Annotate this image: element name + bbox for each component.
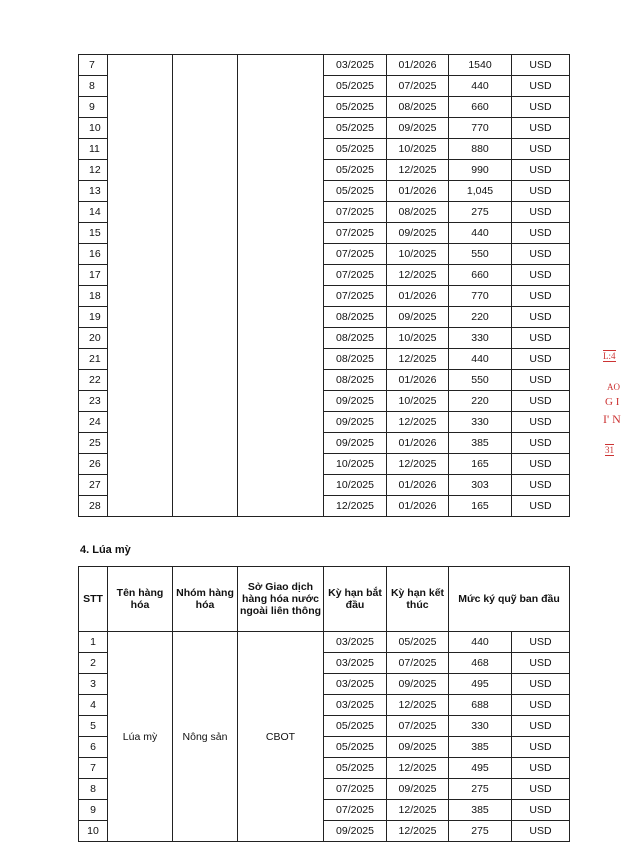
cell-value: 770 (449, 118, 512, 139)
header-margin: Mức ký quỹ ban đầu (449, 567, 570, 632)
cell-value: 495 (449, 758, 512, 779)
cell-start: 09/2025 (324, 391, 387, 412)
cell-currency: USD (512, 475, 570, 496)
cell-value: 990 (449, 160, 512, 181)
cell-currency: USD (512, 139, 570, 160)
cell-start: 08/2025 (324, 328, 387, 349)
cell-value: 1,045 (449, 181, 512, 202)
cell-currency: USD (512, 307, 570, 328)
cell-value: 385 (449, 800, 512, 821)
merged-cell-name (108, 55, 173, 517)
header-start: Kỳ hạn bắt đầu (324, 567, 387, 632)
cell-stt: 13 (79, 181, 108, 202)
cell-stt: 8 (79, 76, 108, 97)
cell-start: 10/2025 (324, 475, 387, 496)
cell-value: 770 (449, 286, 512, 307)
wheat-margin-table (78, 566, 570, 842)
cell-stt: 11 (79, 139, 108, 160)
cell-currency: USD (512, 800, 570, 821)
cell-stt: 9 (79, 97, 108, 118)
stamp-line: 31 (605, 445, 614, 455)
cell-value: 220 (449, 307, 512, 328)
cell-value: 275 (449, 821, 512, 842)
cell-currency: USD (512, 181, 570, 202)
cell-end: 12/2025 (387, 758, 449, 779)
margin-table-continued (78, 54, 570, 517)
cell-start: 05/2025 (324, 181, 387, 202)
cell-value: 330 (449, 716, 512, 737)
merged-cell-group (173, 55, 238, 517)
cell-currency: USD (512, 160, 570, 181)
cell-end: 09/2025 (387, 118, 449, 139)
cell-currency: USD (512, 758, 570, 779)
cell-value: 275 (449, 202, 512, 223)
cell-currency: USD (512, 653, 570, 674)
cell-end: 10/2025 (387, 139, 449, 160)
cell-end: 08/2025 (387, 97, 449, 118)
cell-start: 09/2025 (324, 412, 387, 433)
cell-start: 07/2025 (324, 223, 387, 244)
cell-start: 07/2025 (324, 800, 387, 821)
cell-currency: USD (512, 328, 570, 349)
cell-start: 05/2025 (324, 737, 387, 758)
cell-end: 01/2026 (387, 181, 449, 202)
cell-value: 550 (449, 244, 512, 265)
header-name: Tên hàng hóa (108, 567, 173, 632)
cell-end: 10/2025 (387, 328, 449, 349)
cell-end: 08/2025 (387, 202, 449, 223)
cell-end: 07/2025 (387, 716, 449, 737)
cell-start: 09/2025 (324, 821, 387, 842)
cell-start: 07/2025 (324, 779, 387, 800)
cell-stt: 8 (79, 779, 108, 800)
cell-start: 05/2025 (324, 716, 387, 737)
cell-value: 468 (449, 653, 512, 674)
cell-start: 03/2025 (324, 695, 387, 716)
cell-start: 12/2025 (324, 496, 387, 517)
header-exchange: Sở Giao dịch hàng hóa nước ngoài liên thông (238, 567, 324, 632)
cell-currency: USD (512, 286, 570, 307)
cell-stt: 25 (79, 433, 108, 454)
merged-cell-exchange (238, 55, 324, 517)
cell-end: 01/2026 (387, 475, 449, 496)
cell-stt: 9 (79, 800, 108, 821)
cell-end: 09/2025 (387, 779, 449, 800)
cell-end: 07/2025 (387, 76, 449, 97)
cell-currency: USD (512, 496, 570, 517)
cell-value: 880 (449, 139, 512, 160)
cell-currency: USD (512, 391, 570, 412)
cell-stt: 6 (79, 737, 108, 758)
cell-currency: USD (512, 433, 570, 454)
cell-end: 01/2026 (387, 55, 449, 76)
cell-stt: 12 (79, 160, 108, 181)
cell-start: 03/2025 (324, 55, 387, 76)
cell-currency: USD (512, 265, 570, 286)
cell-currency: USD (512, 674, 570, 695)
cell-start: 08/2025 (324, 307, 387, 328)
cell-start: 05/2025 (324, 139, 387, 160)
cell-currency: USD (512, 370, 570, 391)
cell-start: 10/2025 (324, 454, 387, 475)
cell-value: 495 (449, 674, 512, 695)
cell-start: 03/2025 (324, 632, 387, 653)
cell-end: 10/2025 (387, 391, 449, 412)
table-header-row (79, 567, 570, 632)
cell-value: 385 (449, 737, 512, 758)
cell-currency: USD (512, 412, 570, 433)
cell-stt: 4 (79, 695, 108, 716)
cell-start: 03/2025 (324, 653, 387, 674)
cell-stt: 21 (79, 349, 108, 370)
cell-stt: 28 (79, 496, 108, 517)
merged-cell-name: Lúa mỳ (108, 632, 173, 842)
cell-currency: USD (512, 244, 570, 265)
cell-stt: 2 (79, 653, 108, 674)
cell-start: 08/2025 (324, 349, 387, 370)
merged-cell-exchange: CBOT (238, 632, 324, 842)
cell-start: 05/2025 (324, 118, 387, 139)
table-row (79, 55, 570, 76)
stamp-line: L:4 (603, 351, 616, 361)
cell-end: 12/2025 (387, 800, 449, 821)
cell-end: 05/2025 (387, 632, 449, 653)
stamp-line: AO (607, 382, 620, 392)
cell-currency: USD (512, 118, 570, 139)
cell-value: 440 (449, 76, 512, 97)
cell-end: 01/2026 (387, 433, 449, 454)
cell-stt: 24 (79, 412, 108, 433)
cell-end: 09/2025 (387, 674, 449, 695)
cell-stt: 22 (79, 370, 108, 391)
cell-value: 220 (449, 391, 512, 412)
cell-end: 01/2026 (387, 286, 449, 307)
cell-currency: USD (512, 55, 570, 76)
cell-currency: USD (512, 76, 570, 97)
stamp-line: I' N (603, 412, 621, 426)
cell-stt: 26 (79, 454, 108, 475)
cell-end: 12/2025 (387, 349, 449, 370)
cell-stt: 16 (79, 244, 108, 265)
cell-stt: 23 (79, 391, 108, 412)
cell-currency: USD (512, 737, 570, 758)
cell-stt: 17 (79, 265, 108, 286)
cell-value: 660 (449, 265, 512, 286)
merged-cell-group: Nông sản (173, 632, 238, 842)
cell-stt: 10 (79, 821, 108, 842)
cell-stt: 15 (79, 223, 108, 244)
cell-value: 550 (449, 370, 512, 391)
cell-value: 330 (449, 412, 512, 433)
cell-value: 385 (449, 433, 512, 454)
cell-value: 165 (449, 496, 512, 517)
cell-stt: 14 (79, 202, 108, 223)
cell-start: 07/2025 (324, 265, 387, 286)
cell-start: 05/2025 (324, 97, 387, 118)
cell-stt: 7 (79, 55, 108, 76)
cell-currency: USD (512, 821, 570, 842)
cell-stt: 1 (79, 632, 108, 653)
header-end: Kỳ hạn kết thúc (387, 567, 449, 632)
cell-start: 05/2025 (324, 758, 387, 779)
cell-end: 10/2025 (387, 244, 449, 265)
cell-start: 08/2025 (324, 370, 387, 391)
cell-stt: 3 (79, 674, 108, 695)
header-group: Nhóm hàng hóa (173, 567, 238, 632)
cell-stt: 18 (79, 286, 108, 307)
cell-start: 07/2025 (324, 202, 387, 223)
cell-start: 09/2025 (324, 433, 387, 454)
cell-start: 07/2025 (324, 286, 387, 307)
cell-end: 01/2026 (387, 496, 449, 517)
cell-currency: USD (512, 632, 570, 653)
cell-end: 01/2026 (387, 370, 449, 391)
cell-stt: 19 (79, 307, 108, 328)
cell-currency: USD (512, 716, 570, 737)
cell-end: 07/2025 (387, 653, 449, 674)
cell-stt: 5 (79, 716, 108, 737)
cell-value: 440 (449, 223, 512, 244)
cell-end: 09/2025 (387, 737, 449, 758)
cell-currency: USD (512, 454, 570, 475)
cell-end: 12/2025 (387, 454, 449, 475)
cell-start: 05/2025 (324, 76, 387, 97)
table-row (79, 632, 570, 653)
cell-value: 440 (449, 632, 512, 653)
section-title: 4. Lúa mỳ (80, 544, 131, 556)
cell-currency: USD (512, 97, 570, 118)
header-stt: STT (79, 567, 108, 632)
cell-end: 12/2025 (387, 160, 449, 181)
cell-currency: USD (512, 202, 570, 223)
cell-currency: USD (512, 223, 570, 244)
cell-end: 12/2025 (387, 695, 449, 716)
cell-start: 03/2025 (324, 674, 387, 695)
cell-stt: 27 (79, 475, 108, 496)
red-stamp-fragment (603, 338, 621, 468)
cell-end: 12/2025 (387, 412, 449, 433)
cell-value: 440 (449, 349, 512, 370)
cell-currency: USD (512, 349, 570, 370)
cell-end: 12/2025 (387, 265, 449, 286)
cell-stt: 7 (79, 758, 108, 779)
cell-start: 07/2025 (324, 244, 387, 265)
cell-end: 09/2025 (387, 307, 449, 328)
cell-end: 12/2025 (387, 821, 449, 842)
cell-end: 09/2025 (387, 223, 449, 244)
cell-value: 275 (449, 779, 512, 800)
cell-value: 165 (449, 454, 512, 475)
cell-value: 660 (449, 97, 512, 118)
cell-value: 303 (449, 475, 512, 496)
cell-value: 688 (449, 695, 512, 716)
cell-start: 05/2025 (324, 160, 387, 181)
cell-value: 330 (449, 328, 512, 349)
stamp-line: G I (605, 396, 620, 408)
cell-stt: 20 (79, 328, 108, 349)
cell-stt: 10 (79, 118, 108, 139)
cell-currency: USD (512, 779, 570, 800)
cell-value: 1540 (449, 55, 512, 76)
cell-currency: USD (512, 695, 570, 716)
